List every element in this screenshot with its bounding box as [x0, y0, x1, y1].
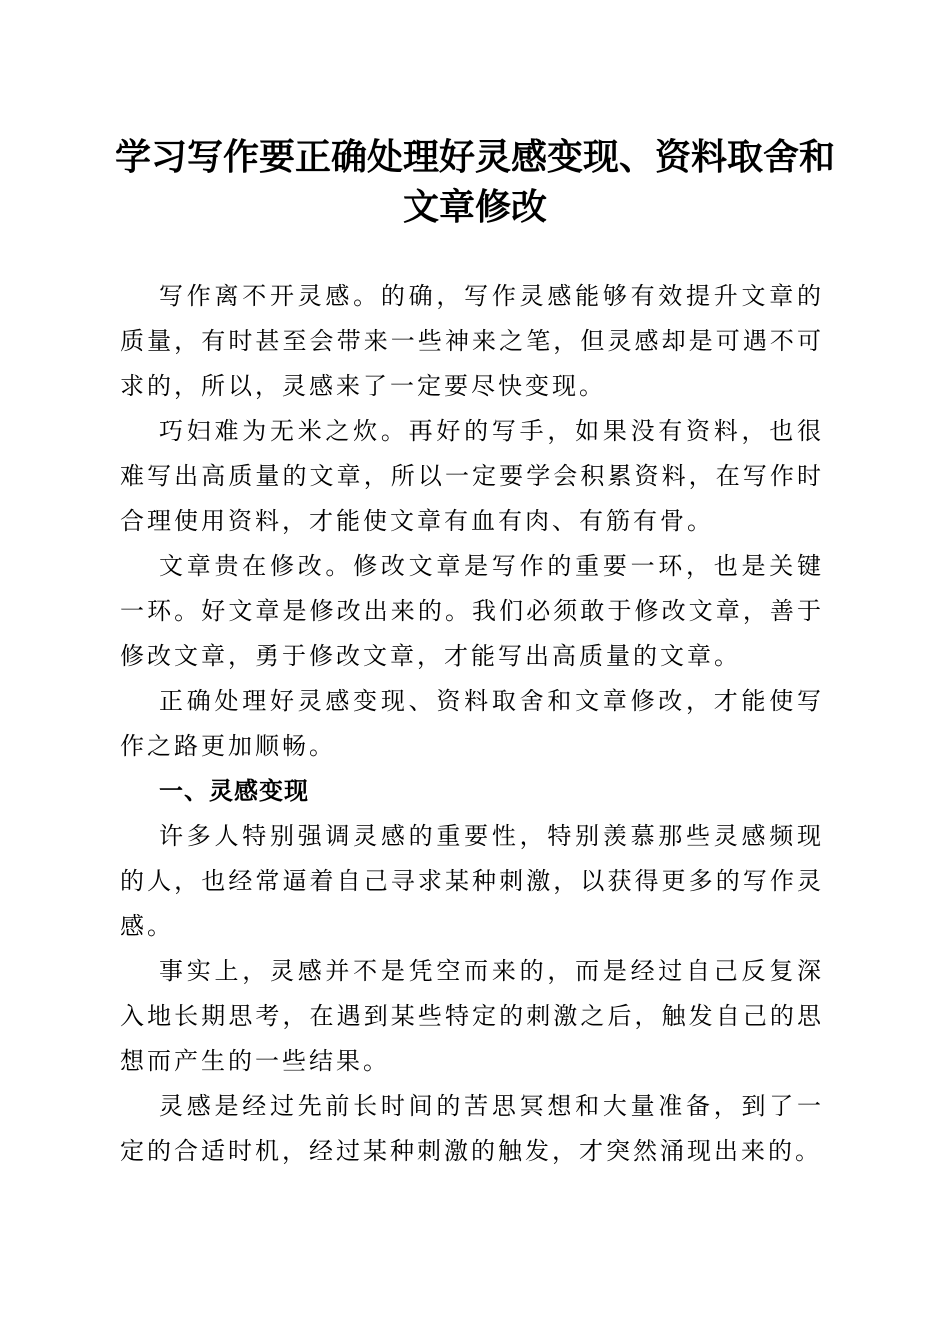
paragraph: 正确处理好灵感变现、资料取舍和文章修改，才能使写作之路更加顺畅。 — [120, 687, 824, 760]
title-line-1: 学习写作要正确处理好灵感变现、资料取舍和 — [114, 136, 835, 178]
paragraph: 许多人特别强调灵感的重要性，特别羡慕那些灵感频现的人，也经常逼着自己寻求某种刺激，以获得更多的写作灵感。 — [120, 822, 824, 940]
paragraph: 文章贵在修改。修改文章是写作的重要一环，也是关键一环。好文章是修改出来的。我们必须敢于修改文章，善于修改文章，勇于修改文章，才能写出高质量的文章。 — [120, 552, 824, 670]
document-title — [100, 132, 850, 232]
paragraph: 写作离不开灵感。的确，写作灵感能够有效提升文章的质量，有时甚至会带来一些神来之笔，但灵感却是可遇不可求的，所以，灵感来了一定要尽快变现。 — [120, 282, 824, 400]
paragraph: 事实上，灵感并不是凭空而来的，而是经过自己反复深入地长期思考，在遇到某些特定的刺激之后，触发自己的思想而产生的一些结果。 — [120, 957, 824, 1075]
paragraph: 灵感是经过先前长时间的苦思冥想和大量准备，到了一定的合适时机，经过某种刺激的触发，才突然涌现出来的。 — [120, 1092, 824, 1165]
paragraph: 巧妇难为无米之炊。再好的写手，如果没有资料，也很难写出高质量的文章，所以一定要学会积累资料，在写作时合理使用资料，才能使文章有血有肉、有筋有骨。 — [120, 417, 824, 535]
section-heading: 一、灵感变现 — [159, 777, 309, 805]
document-body — [120, 274, 824, 1174]
title-line-2: 文章修改 — [402, 186, 547, 228]
